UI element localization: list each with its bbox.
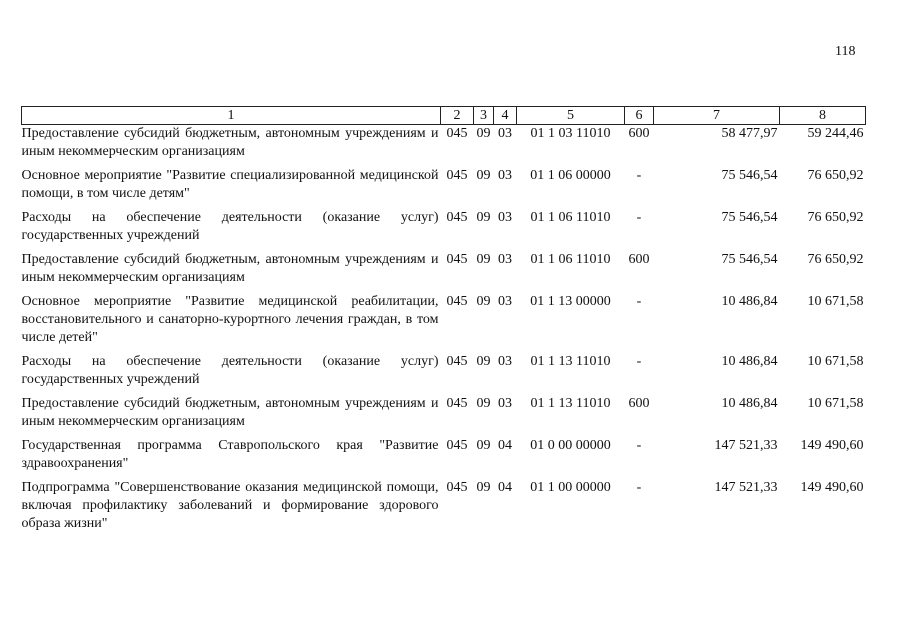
- row-name: Расходы на обеспечение деятельности (оказание услуг) государственных учреждений: [21, 210, 439, 243]
- row-amount-year1: 10 486,84: [721, 396, 778, 411]
- row-expense-type: -: [636, 438, 642, 453]
- row-ministry-code: 045: [446, 252, 468, 267]
- row-ministry-code: 045: [446, 210, 468, 225]
- row-target-article: 01 1 06 11010: [530, 210, 611, 225]
- row-subsection-code: 03: [498, 252, 512, 267]
- row-section-code: 09: [476, 168, 491, 183]
- row-name: Подпрограмма "Совершенствование оказания медицинской помощи, включая профилактику заболеваний и формирование здорового образа жизни": [21, 480, 439, 531]
- row-section-code: 09: [476, 294, 491, 309]
- row-target-article: 01 1 13 11010: [530, 396, 611, 411]
- row-name: Предоставление субсидий бюджетным, автономным учреждениям и иным некоммерческим организациям: [21, 396, 439, 429]
- table-body: [22, 125, 866, 540]
- row-amount-year2: 149 490,60: [800, 480, 864, 495]
- row-expense-type: -: [636, 210, 642, 225]
- header-col-8: 8: [780, 107, 866, 125]
- row-ministry-code: 045: [446, 126, 468, 141]
- row-target-article: 01 1 06 00000: [530, 168, 611, 183]
- row-subsection-code: 04: [498, 438, 512, 453]
- row-ministry-code: 045: [446, 480, 468, 495]
- row-section-code: 09: [476, 480, 491, 495]
- header-row: [22, 107, 866, 125]
- table-row: [22, 437, 866, 479]
- row-ministry-code: 045: [446, 354, 468, 369]
- table-row: [22, 167, 866, 209]
- row-subsection-code: 03: [498, 210, 512, 225]
- row-section-code: 09: [476, 396, 491, 411]
- table-row: [22, 293, 866, 353]
- row-amount-year1: 10 486,84: [721, 294, 778, 309]
- row-subsection-code: 03: [498, 354, 512, 369]
- row-expense-type: 600: [628, 396, 650, 411]
- row-expense-type: -: [636, 480, 642, 495]
- header-col-1: 1: [22, 107, 441, 125]
- table-row: [22, 353, 866, 395]
- table-row: [22, 479, 866, 539]
- row-amount-year1: 75 546,54: [721, 210, 778, 225]
- row-name: Предоставление субсидий бюджетным, автономным учреждениям и иным некоммерческим организациям: [21, 126, 439, 159]
- row-amount-year2: 76 650,92: [807, 168, 864, 183]
- row-target-article: 01 1 03 11010: [530, 126, 611, 141]
- row-expense-type: 600: [628, 126, 650, 141]
- row-subsection-code: 03: [498, 396, 512, 411]
- row-name: Предоставление субсидий бюджетным, автономным учреждениям и иным некоммерческим организациям: [21, 252, 439, 285]
- header-col-2: 2: [441, 107, 474, 125]
- row-section-code: 09: [476, 438, 491, 453]
- row-name: Основное мероприятие "Развитие медицинской реабилитации, восстановительного и санаторно-курортного лечения граждан, в том числе детей": [21, 294, 439, 345]
- row-amount-year2: 76 650,92: [807, 252, 864, 267]
- row-section-code: 09: [476, 354, 491, 369]
- row-subsection-code: 03: [498, 294, 512, 309]
- row-name: Государственная программа Ставропольского края "Развитие здравоохранения": [21, 438, 439, 471]
- row-subsection-code: 03: [498, 126, 512, 141]
- row-target-article: 01 1 13 11010: [530, 354, 611, 369]
- header-col-6: 6: [625, 107, 654, 125]
- row-subsection-code: 03: [498, 168, 512, 183]
- row-amount-year1: 147 521,33: [714, 438, 778, 453]
- table-row: [22, 209, 866, 251]
- row-section-code: 09: [476, 252, 491, 267]
- row-target-article: 01 1 00 00000: [530, 480, 611, 495]
- row-subsection-code: 04: [498, 480, 512, 495]
- row-ministry-code: 045: [446, 294, 468, 309]
- page-number: 118: [835, 44, 856, 59]
- row-target-article: 01 1 13 00000: [530, 294, 611, 309]
- row-amount-year1: 75 546,54: [721, 168, 778, 183]
- header-col-7: 7: [654, 107, 780, 125]
- row-target-article: 01 0 00 00000: [530, 438, 611, 453]
- row-amount-year1: 58 477,97: [721, 126, 778, 141]
- row-amount-year1: 10 486,84: [721, 354, 778, 369]
- row-amount-year2: 76 650,92: [807, 210, 864, 225]
- row-ministry-code: 045: [446, 168, 468, 183]
- row-target-article: 01 1 06 11010: [530, 252, 611, 267]
- row-amount-year2: 149 490,60: [800, 438, 864, 453]
- row-amount-year2: 10 671,58: [807, 354, 864, 369]
- budget-table: [21, 106, 866, 539]
- header-col-3: 3: [474, 107, 494, 125]
- row-amount-year2: 10 671,58: [807, 396, 864, 411]
- row-section-code: 09: [476, 210, 491, 225]
- row-ministry-code: 045: [446, 438, 468, 453]
- row-amount-year1: 75 546,54: [721, 252, 778, 267]
- row-expense-type: -: [636, 294, 642, 309]
- row-expense-type: -: [636, 354, 642, 369]
- row-name: Расходы на обеспечение деятельности (оказание услуг) государственных учреждений: [21, 354, 439, 387]
- row-section-code: 09: [476, 126, 491, 141]
- row-expense-type: -: [636, 168, 642, 183]
- row-amount-year1: 147 521,33: [714, 480, 778, 495]
- row-expense-type: 600: [628, 252, 650, 267]
- row-ministry-code: 045: [446, 396, 468, 411]
- header-col-4: 4: [494, 107, 517, 125]
- row-amount-year2: 59 244,46: [807, 126, 864, 141]
- header-col-5: 5: [517, 107, 625, 125]
- table-row: [22, 395, 866, 437]
- row-amount-year2: 10 671,58: [807, 294, 864, 309]
- table-row: [22, 125, 866, 168]
- table-row: [22, 251, 866, 293]
- row-name: Основное мероприятие "Развитие специализированной медицинской помощи, в том числе детям": [21, 168, 439, 201]
- table-header: [22, 107, 866, 125]
